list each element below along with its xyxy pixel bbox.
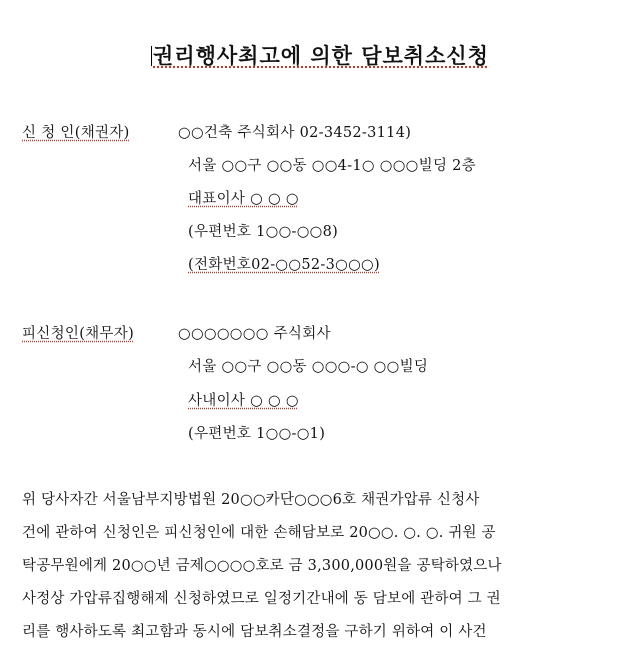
respondent-representative: 사내이사 ○ ○ ○ [188, 393, 299, 409]
body-line-3: 탁공무원에게 20○○년 금제○○○○호로 금 3,300,000원을 공탁하였으나 [22, 558, 502, 574]
applicant-phone: (전화번호02-○○52-3○○○) [188, 257, 380, 273]
body-line-1: 위 당사자간 서울남부지방법원 20○○카단○○○6호 채권가압류 신청사 [22, 492, 480, 508]
body-line-5: 리를 행사하도록 최고함과 동시에 담보취소결정을 구하기 위하여 이 사건 [22, 624, 487, 640]
applicant-representative: 대표이사 ○ ○ ○ [188, 191, 299, 207]
body-line-4: 사정상 가압류집행해제 신청하였므로 일정기간내에 동 담보에 관하여 그 권 [22, 591, 501, 607]
applicant-address: 서울 ○○구 ○○동 ○○4-1○ ○○○빌딩 2층 [188, 158, 476, 174]
respondent-postal-code: (우편번호 1○○-○1) [188, 426, 326, 442]
applicant-postal-code: (우편번호 1○○-○○8) [188, 224, 339, 240]
document-title: 권리행사최고에 의한 담보취소신청 [153, 43, 489, 68]
document-title-wrapper [0, 40, 640, 70]
respondent-address: 서울 ○○구 ○○동 ○○○-○ ○○빌딩 [188, 359, 429, 375]
body-line-2: 건에 관하여 신청인은 피신청인에 대한 손해담보로 20○○. ○. ○. 귀원 공 [22, 525, 496, 541]
text-cursor [151, 46, 152, 66]
applicant-label: 신 청 인(채권자) [22, 125, 130, 141]
applicant-line-1: ○○건축 주식회사 02-3452-3114) [178, 125, 412, 141]
respondent-line-1: ○○○○○○○ 주식회사 [178, 326, 331, 342]
respondent-label: 피신청인(채무자) [22, 326, 135, 342]
